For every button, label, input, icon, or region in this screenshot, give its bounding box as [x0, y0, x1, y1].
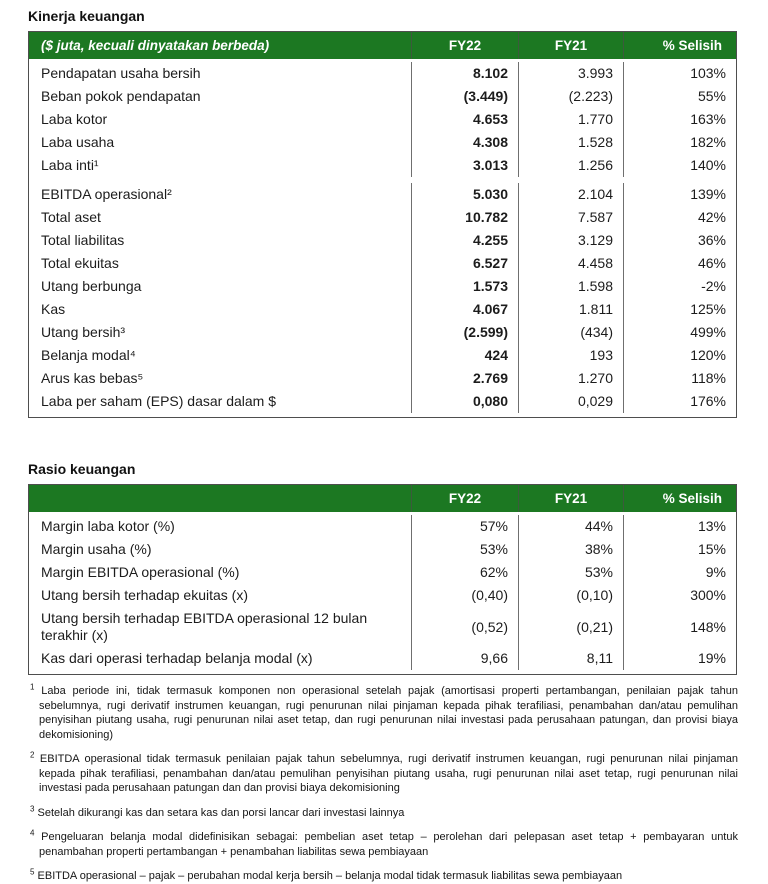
- fy22-value: 5.030: [411, 183, 518, 206]
- diff-value: 182%: [623, 131, 736, 154]
- fy22-value: 53%: [411, 538, 518, 561]
- footnote-marker: 4: [30, 828, 35, 838]
- table-body: [29, 512, 736, 674]
- table-row: [29, 515, 736, 538]
- row-label: Utang bersih³: [41, 324, 126, 340]
- fy21-value: 1.528: [518, 131, 623, 154]
- fy22-value: (3.449): [411, 85, 518, 108]
- fy22-value: 4.255: [411, 229, 518, 252]
- diff-value: 42%: [623, 206, 736, 229]
- footnote-5: [30, 869, 738, 884]
- table-body: [29, 59, 736, 417]
- fy21-value: 1.770: [518, 108, 623, 131]
- column-header-diff: % Selisih: [623, 32, 736, 59]
- section-title-rasio-keuangan: Rasio keuangan: [28, 461, 136, 477]
- fy22-value: 4.067: [411, 298, 518, 321]
- fy22-value: 424: [411, 344, 518, 367]
- diff-value: 139%: [623, 183, 736, 206]
- row-label: Utang bersih terhadap EBITDA operasional 12 bulan terakhir (x): [41, 610, 368, 643]
- table-row: [29, 252, 736, 275]
- fy22-value: (0,40): [411, 584, 518, 607]
- diff-value: 140%: [623, 154, 736, 177]
- row-label: Laba usaha: [41, 134, 115, 150]
- row-label: Arus kas bebas⁵: [41, 370, 144, 386]
- fy21-value: 3.993: [518, 62, 623, 85]
- diff-value: 13%: [623, 515, 736, 538]
- fy22-value: 1.573: [411, 275, 518, 298]
- diff-value: 499%: [623, 321, 736, 344]
- table-row: [29, 321, 736, 344]
- fy21-value: 193: [518, 344, 623, 367]
- fy21-value: 44%: [518, 515, 623, 538]
- section-title-kinerja-keuangan: Kinerja keuangan: [28, 8, 145, 24]
- header-units-label: ($ juta, kecuali dinyatakan berbeda): [41, 38, 270, 53]
- row-label: Laba per saham (EPS) dasar dalam $: [41, 393, 277, 409]
- fy21-value: 7.587: [518, 206, 623, 229]
- column-header-fy22: FY22: [411, 32, 518, 59]
- diff-value: 19%: [623, 647, 736, 670]
- row-label: Pendapatan usaha bersih: [41, 65, 201, 81]
- fy21-value: 4.458: [518, 252, 623, 275]
- fy22-value: 62%: [411, 561, 518, 584]
- row-label: Margin usaha (%): [41, 541, 152, 557]
- diff-value: 36%: [623, 229, 736, 252]
- header-empty-cell: [29, 485, 411, 512]
- table-row: [29, 538, 736, 561]
- fy22-value: 6.527: [411, 252, 518, 275]
- fy22-value: (0,52): [411, 607, 518, 647]
- table-row: [29, 561, 736, 584]
- financial-ratios-table: [28, 484, 737, 675]
- table-row: [29, 344, 736, 367]
- fy21-value: 53%: [518, 561, 623, 584]
- fy21-value: (434): [518, 321, 623, 344]
- footnote-text: Laba periode ini, tidak termasuk komponen non operasional setelah pajak (amortisasi properti pertambangan, penilaian pajak tahun sebelumnya, rugi derivatif instrumen keuangan, rugi penurunan nilai pinjaman kepada pihak terafiliasi, penambahan dan/atau pemulihan penyisihan piutang usaha, rugi penurunan nilai aset tetap, dan rugi penurunan nilai investasi pada perusahaan patungan, dan provisi biaya dekomisioning): [39, 685, 738, 741]
- table-row: [29, 206, 736, 229]
- table-row: [29, 275, 736, 298]
- diff-value: 163%: [623, 108, 736, 131]
- table-row: [29, 62, 736, 85]
- footnotes: [28, 684, 738, 884]
- fy22-value: 8.102: [411, 62, 518, 85]
- fy22-value: 3.013: [411, 154, 518, 177]
- footnote-text: Setelah dikurangi kas dan setara kas dan porsi lancar dari investasi lainnya: [37, 806, 405, 819]
- row-label: Utang bersih terhadap ekuitas (x): [41, 587, 248, 603]
- table-row: [29, 183, 736, 206]
- footnote-marker: 1: [30, 682, 35, 692]
- fy22-value: 2.769: [411, 367, 518, 390]
- row-label: Kas: [41, 301, 66, 317]
- fy22-value: 4.308: [411, 131, 518, 154]
- row-label: EBITDA operasional²: [41, 186, 172, 202]
- fy21-value: 1.270: [518, 367, 623, 390]
- footnote-marker: 3: [30, 803, 35, 813]
- footnote-marker: 2: [30, 750, 35, 760]
- table-row: [29, 85, 736, 108]
- table-row: [29, 108, 736, 131]
- fy22-value: 0,080: [411, 390, 518, 413]
- column-header-diff: % Selisih: [623, 485, 736, 512]
- row-label: Beban pokok pendapatan: [41, 88, 201, 104]
- fy22-value: (2.599): [411, 321, 518, 344]
- diff-value: 176%: [623, 390, 736, 413]
- row-label: Laba inti¹: [41, 157, 99, 173]
- fy21-value: 3.129: [518, 229, 623, 252]
- table-row: [29, 607, 736, 647]
- diff-value: 148%: [623, 607, 736, 647]
- table-header-row: [29, 485, 736, 512]
- row-label: Total ekuitas: [41, 255, 119, 271]
- diff-value: 46%: [623, 252, 736, 275]
- fy22-value: 10.782: [411, 206, 518, 229]
- row-label: Total aset: [41, 209, 101, 225]
- column-header-fy21: FY21: [518, 32, 623, 59]
- fy21-value: (2.223): [518, 85, 623, 108]
- fy21-value: (0,10): [518, 584, 623, 607]
- footnote-text: Pengeluaran belanja modal didefinisikan sebagai: pembelian aset tetap – perolehan dari pelepasan aset tetap + pembayaran untuk penambahan properti pertambangan + penambahan liabilitas sewa pembiayaan: [39, 831, 738, 858]
- financial-performance-table: [28, 31, 737, 418]
- row-label: Belanja modal⁴: [41, 347, 136, 363]
- diff-value: 125%: [623, 298, 736, 321]
- row-label: Laba kotor: [41, 111, 108, 127]
- section-spacer: [28, 418, 738, 459]
- row-label: Kas dari operasi terhadap belanja modal (x): [41, 650, 313, 666]
- footnote-marker: 5: [30, 867, 35, 877]
- table-row: [29, 647, 736, 670]
- diff-value: 118%: [623, 367, 736, 390]
- diff-value: 103%: [623, 62, 736, 85]
- fy21-value: (0,21): [518, 607, 623, 647]
- footnote-3: [30, 803, 738, 821]
- fy22-value: 9,66: [411, 647, 518, 670]
- diff-value: 9%: [623, 561, 736, 584]
- table-row: [29, 229, 736, 252]
- row-label: Margin EBITDA operasional (%): [41, 564, 240, 580]
- diff-value: 300%: [623, 584, 736, 607]
- column-header-fy21: FY21: [518, 485, 623, 512]
- diff-value: 15%: [623, 538, 736, 561]
- column-header-fy22: FY22: [411, 485, 518, 512]
- fy21-value: 0,029: [518, 390, 623, 413]
- fy21-value: 1.598: [518, 275, 623, 298]
- table-row: [29, 298, 736, 321]
- footnote-1: [30, 684, 738, 742]
- fy21-value: 38%: [518, 538, 623, 561]
- fy22-value: 4.653: [411, 108, 518, 131]
- diff-value: 120%: [623, 344, 736, 367]
- footnote-text: EBITDA operasional – pajak – perubahan modal kerja bersih – belanja modal tidak termasuk liabilitas sewa pembiayaan: [37, 870, 623, 882]
- fy21-value: 8,11: [518, 647, 623, 670]
- fy21-value: 2.104: [518, 183, 623, 206]
- fy21-value: 1.811: [518, 298, 623, 321]
- footnote-4: [30, 830, 738, 859]
- diff-value: -2%: [623, 275, 736, 298]
- table-row: [29, 367, 736, 390]
- footnote-2: [30, 752, 738, 796]
- table-header-row: [29, 32, 736, 59]
- fy21-value: 1.256: [518, 154, 623, 177]
- row-label: Total liabilitas: [41, 232, 125, 248]
- row-label: Utang berbunga: [41, 278, 142, 294]
- table-row: [29, 584, 736, 607]
- footnote-text: EBITDA operasional tidak termasuk penilaian pajak tahun sebelumnya, rugi derivatif instrumen keuangan, rugi penurunan nilai pinjaman kepada pihak terafiliasi, penambahan dan/atau pemulihan penyisihan piutang usaha, rugi penurunan nilai aset tetap, rugi penurunan nilai investasi pada perusahaan patungan dan dan provisi biaya dekomisioning: [39, 753, 738, 794]
- table-row: [29, 390, 736, 413]
- diff-value: 55%: [623, 85, 736, 108]
- table-row: [29, 154, 736, 177]
- fy22-value: 57%: [411, 515, 518, 538]
- row-label: Margin laba kotor (%): [41, 518, 175, 534]
- table-row: [29, 131, 736, 154]
